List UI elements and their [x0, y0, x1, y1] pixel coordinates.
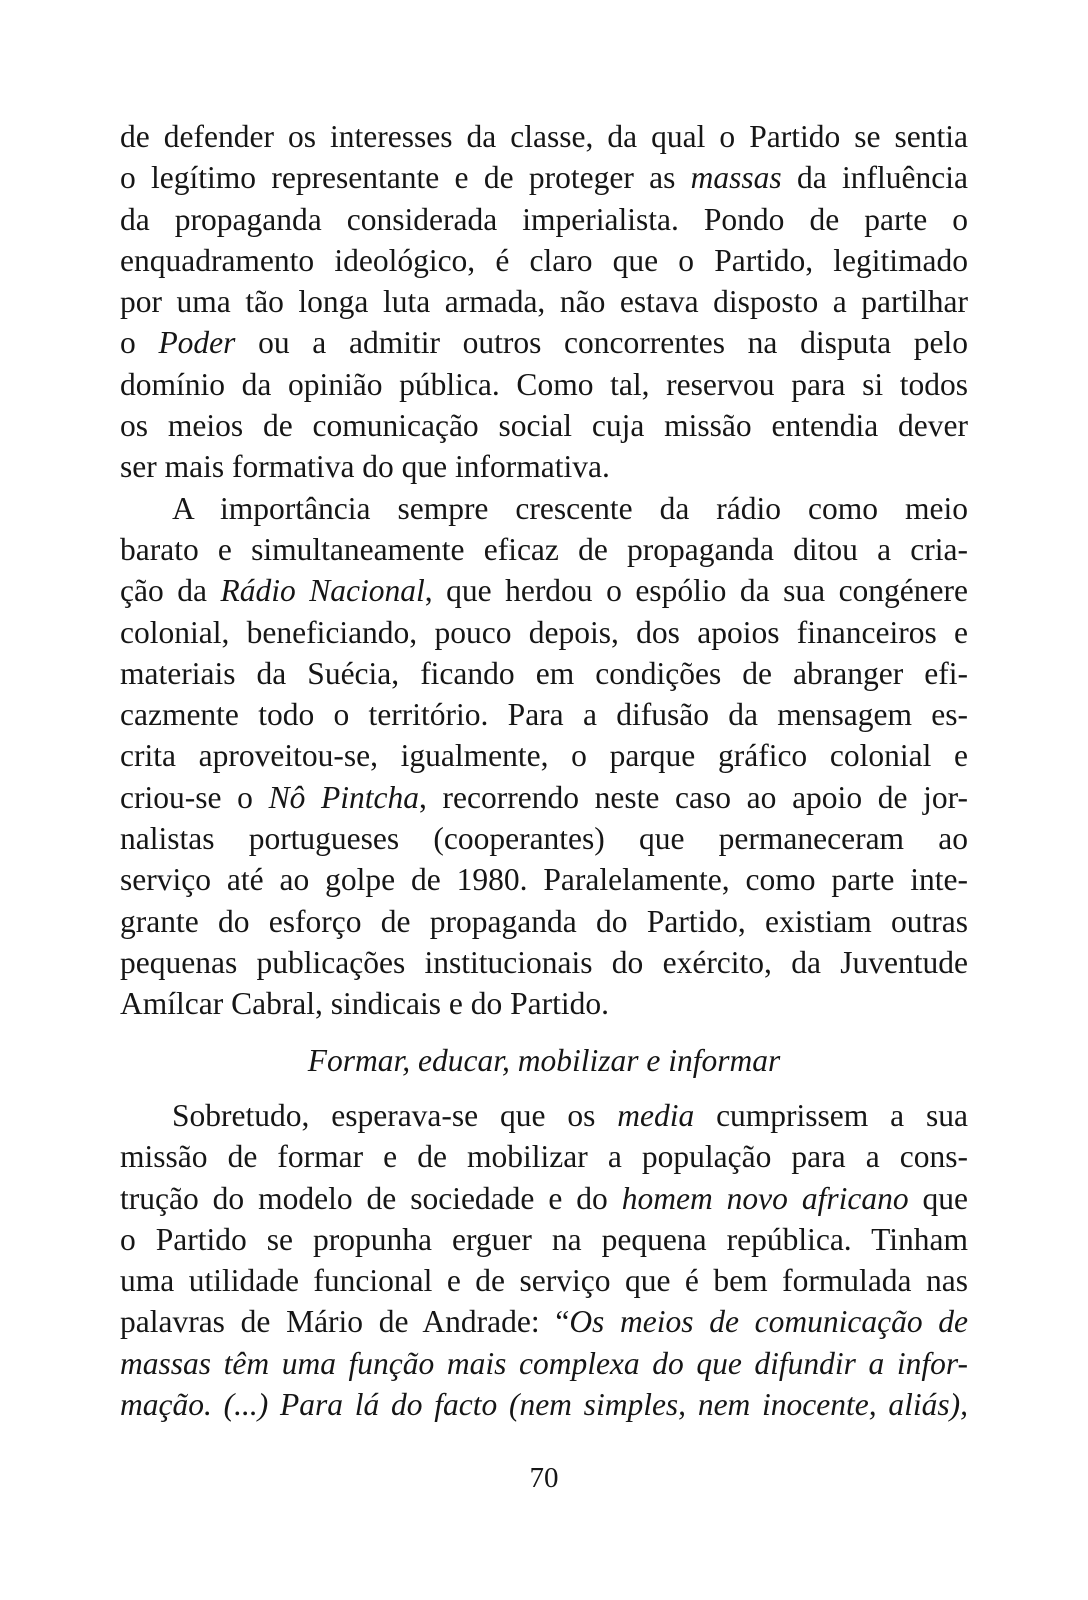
text-line: Amílcar Cabral, sindicais e do Partido. [120, 986, 610, 1022]
italic-term: media [617, 1098, 695, 1133]
text-line: o Poder ou a admitir outros concorrentes na disputa pelo [120, 325, 968, 361]
text-line: serviço até ao golpe de 1980. Paralelamente, como parte inte- [120, 862, 968, 898]
text-line: ção da Rádio Nacional, que herdou o espólio da sua congénere [120, 573, 968, 609]
text-line: Sobretudo, esperava-se que os media cumprissem a sua [172, 1098, 968, 1133]
section-heading: Formar, educar, mobilizar e informar [307, 1043, 781, 1078]
text-line: trução do modelo de sociedade e do homem novo africano que [120, 1180, 969, 1216]
text-line: A importância sempre crescente da rádio como meio [172, 490, 968, 526]
text-line: uma utilidade funcional e de serviço que é bem formulada nas [120, 1263, 968, 1299]
italic-term: homem novo africano [621, 1180, 909, 1216]
text-line: enquadramento ideológico, é claro que o Partido, legitimado [120, 242, 968, 278]
italic-term: Rádio Nacional [220, 573, 425, 609]
text-line: criou-se o Nô Pintcha, recorrendo neste caso ao apoio de jor- [120, 779, 968, 815]
italic-term: massas [690, 160, 782, 196]
text-line: o Partido se propunha erguer na pequena república. Tinham [120, 1221, 968, 1257]
text-line [120, 1384, 968, 1425]
body-text-bottom [120, 1095, 968, 1425]
text-line: barato e simultaneamente eficaz de propaganda ditou a cria- [120, 531, 968, 567]
text-line: missão de formar e de mobilizar a população para a cons- [120, 1139, 968, 1175]
text-line: da propaganda considerada imperialista. Pondo de parte o [120, 201, 968, 237]
italic-term: Poder [158, 325, 236, 361]
text-line: palavras de Mário de Andrade: “Os meios de comunicação de [120, 1304, 968, 1340]
page-number: 70 [529, 1462, 559, 1494]
text-line [120, 1343, 968, 1384]
text-line: pequenas publicações institucionais do exército, da Juventude [120, 944, 968, 980]
text-line: o legítimo representante e de proteger as massas da influência [120, 160, 968, 196]
italic-quote: massas têm uma função mais complexa do que difundir a infor- [120, 1345, 968, 1381]
text-line: ser mais formativa do que informativa. [120, 449, 610, 485]
italic-quote: mação. (...) Para lá do facto (nem simples, nem inocente, aliás), [120, 1387, 968, 1423]
italic-term: Nô Pintcha [268, 779, 419, 815]
body-text-top [120, 116, 968, 1025]
text-line: crita aproveitou-se, igualmente, o parque gráfico colonial e [120, 738, 968, 774]
italic-quote: Os meios de comunicação de [569, 1304, 968, 1340]
text-line: domínio da opinião pública. Como tal, reservou para si todos [120, 366, 968, 402]
text-line: nalistas portugueses (cooperantes) que permaneceram ao [120, 821, 968, 857]
text-line: grante do esforço de propaganda do Partido, existiam outras [120, 903, 968, 939]
text-line: materiais da Suécia, ficando em condições de abranger efi- [120, 655, 968, 691]
text-line: de defender os interesses da classe, da qual o Partido se sentia [120, 119, 968, 154]
text-line: por uma tão longa luta armada, não estava disposto a partilhar [120, 284, 968, 320]
text-line: os meios de comunicação social cuja missão entendia dever [120, 408, 968, 444]
text-line: colonial, beneficiando, pouco depois, dos apoios financeiros e [120, 614, 968, 650]
text-line: cazmente todo o território. Para a difusão da mensagem es- [120, 697, 968, 733]
